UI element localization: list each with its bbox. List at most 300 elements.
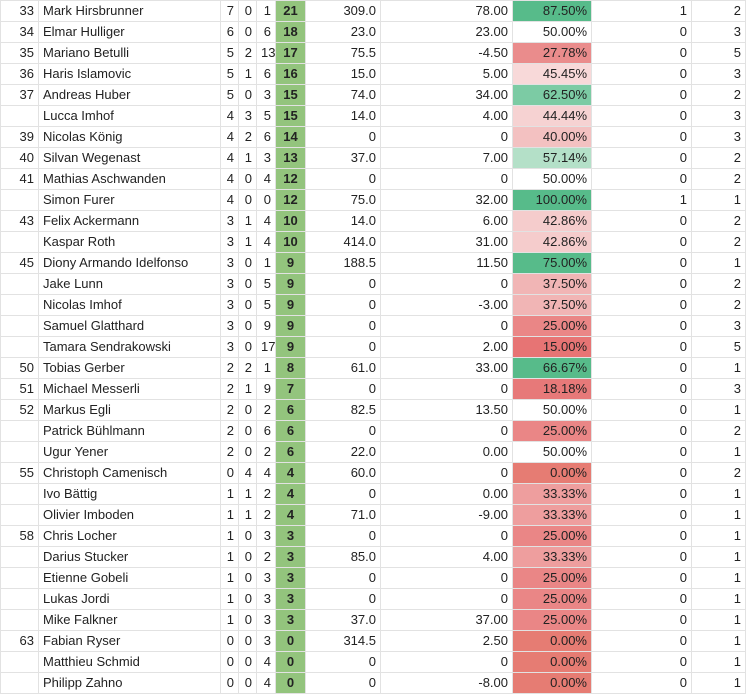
points-cell[interactable]: 0: [276, 652, 306, 673]
count-cell[interactable]: 0: [592, 295, 692, 316]
percentage-cell[interactable]: 0.00%: [513, 673, 592, 694]
count-cell[interactable]: 0: [592, 169, 692, 190]
count-cell[interactable]: 0: [592, 631, 692, 652]
points-cell[interactable]: 3: [276, 568, 306, 589]
difference-cell[interactable]: 2.50: [381, 631, 513, 652]
count-cell[interactable]: 0: [592, 673, 692, 694]
points-cell[interactable]: 7: [276, 379, 306, 400]
difference-cell[interactable]: 23.00: [381, 22, 513, 43]
percentage-cell[interactable]: 18.18%: [513, 379, 592, 400]
difference-cell[interactable]: 0: [381, 463, 513, 484]
count-cell[interactable]: 0: [592, 568, 692, 589]
points-cell[interactable]: 0: [276, 631, 306, 652]
points-cell[interactable]: 10: [276, 211, 306, 232]
wins-cell[interactable]: 1: [221, 484, 239, 505]
difference-cell[interactable]: 2.00: [381, 337, 513, 358]
losses-cell[interactable]: 1: [257, 253, 276, 274]
games-cell[interactable]: 1: [692, 568, 746, 589]
games-cell[interactable]: 1: [692, 400, 746, 421]
draws-cell[interactable]: 0: [239, 421, 257, 442]
losses-cell[interactable]: 4: [257, 211, 276, 232]
wins-cell[interactable]: 1: [221, 568, 239, 589]
value-cell[interactable]: 309.0: [306, 1, 381, 22]
count-cell[interactable]: 0: [592, 589, 692, 610]
wins-cell[interactable]: 2: [221, 421, 239, 442]
wins-cell[interactable]: 5: [221, 43, 239, 64]
wins-cell[interactable]: 1: [221, 526, 239, 547]
rank-cell[interactable]: 50: [1, 358, 39, 379]
games-cell[interactable]: 3: [692, 22, 746, 43]
rank-cell[interactable]: [1, 442, 39, 463]
percentage-cell[interactable]: 33.33%: [513, 505, 592, 526]
name-cell[interactable]: Nicolas König: [39, 127, 221, 148]
percentage-cell[interactable]: 25.00%: [513, 568, 592, 589]
draws-cell[interactable]: 0: [239, 610, 257, 631]
value-cell[interactable]: 0: [306, 484, 381, 505]
points-cell[interactable]: 15: [276, 106, 306, 127]
difference-cell[interactable]: 0: [381, 526, 513, 547]
games-cell[interactable]: 1: [692, 526, 746, 547]
wins-cell[interactable]: 1: [221, 610, 239, 631]
count-cell[interactable]: 0: [592, 421, 692, 442]
count-cell[interactable]: 0: [592, 22, 692, 43]
difference-cell[interactable]: -8.00: [381, 673, 513, 694]
draws-cell[interactable]: 0: [239, 547, 257, 568]
count-cell[interactable]: 0: [592, 43, 692, 64]
rank-cell[interactable]: 35: [1, 43, 39, 64]
losses-cell[interactable]: 2: [257, 400, 276, 421]
difference-cell[interactable]: 4.00: [381, 106, 513, 127]
games-cell[interactable]: 2: [692, 211, 746, 232]
name-cell[interactable]: Mike Falkner: [39, 610, 221, 631]
value-cell[interactable]: 0: [306, 274, 381, 295]
value-cell[interactable]: 85.0: [306, 547, 381, 568]
losses-cell[interactable]: 4: [257, 652, 276, 673]
losses-cell[interactable]: 2: [257, 547, 276, 568]
difference-cell[interactable]: 0: [381, 274, 513, 295]
name-cell[interactable]: Simon Furer: [39, 190, 221, 211]
percentage-cell[interactable]: 45.45%: [513, 64, 592, 85]
points-cell[interactable]: 6: [276, 400, 306, 421]
points-cell[interactable]: 10: [276, 232, 306, 253]
difference-cell[interactable]: -9.00: [381, 505, 513, 526]
count-cell[interactable]: 0: [592, 316, 692, 337]
wins-cell[interactable]: 4: [221, 106, 239, 127]
value-cell[interactable]: 0: [306, 337, 381, 358]
rank-cell[interactable]: 55: [1, 463, 39, 484]
count-cell[interactable]: 1: [592, 190, 692, 211]
wins-cell[interactable]: 4: [221, 127, 239, 148]
percentage-cell[interactable]: 50.00%: [513, 22, 592, 43]
draws-cell[interactable]: 0: [239, 631, 257, 652]
value-cell[interactable]: 22.0: [306, 442, 381, 463]
difference-cell[interactable]: 0.00: [381, 442, 513, 463]
rank-cell[interactable]: 51: [1, 379, 39, 400]
value-cell[interactable]: 0: [306, 295, 381, 316]
difference-cell[interactable]: 31.00: [381, 232, 513, 253]
count-cell[interactable]: 1: [592, 1, 692, 22]
rank-cell[interactable]: [1, 589, 39, 610]
points-cell[interactable]: 6: [276, 421, 306, 442]
name-cell[interactable]: Matthieu Schmid: [39, 652, 221, 673]
count-cell[interactable]: 0: [592, 442, 692, 463]
points-cell[interactable]: 21: [276, 1, 306, 22]
games-cell[interactable]: 2: [692, 169, 746, 190]
games-cell[interactable]: 1: [692, 442, 746, 463]
games-cell[interactable]: 3: [692, 379, 746, 400]
name-cell[interactable]: Andreas Huber: [39, 85, 221, 106]
points-cell[interactable]: 9: [276, 316, 306, 337]
games-cell[interactable]: 1: [692, 589, 746, 610]
points-cell[interactable]: 0: [276, 673, 306, 694]
draws-cell[interactable]: 0: [239, 253, 257, 274]
name-cell[interactable]: Lucca Imhof: [39, 106, 221, 127]
difference-cell[interactable]: -3.00: [381, 295, 513, 316]
draws-cell[interactable]: 0: [239, 1, 257, 22]
wins-cell[interactable]: 3: [221, 274, 239, 295]
count-cell[interactable]: 0: [592, 211, 692, 232]
draws-cell[interactable]: 1: [239, 232, 257, 253]
wins-cell[interactable]: 2: [221, 442, 239, 463]
name-cell[interactable]: Elmar Hulliger: [39, 22, 221, 43]
percentage-cell[interactable]: 40.00%: [513, 127, 592, 148]
rank-cell[interactable]: 33: [1, 1, 39, 22]
wins-cell[interactable]: 3: [221, 253, 239, 274]
rank-cell[interactable]: [1, 547, 39, 568]
draws-cell[interactable]: 1: [239, 484, 257, 505]
count-cell[interactable]: 0: [592, 463, 692, 484]
draws-cell[interactable]: 0: [239, 652, 257, 673]
games-cell[interactable]: 2: [692, 85, 746, 106]
losses-cell[interactable]: 3: [257, 526, 276, 547]
games-cell[interactable]: 2: [692, 232, 746, 253]
count-cell[interactable]: 0: [592, 85, 692, 106]
rank-cell[interactable]: [1, 232, 39, 253]
wins-cell[interactable]: 3: [221, 211, 239, 232]
draws-cell[interactable]: 0: [239, 442, 257, 463]
wins-cell[interactable]: 6: [221, 22, 239, 43]
games-cell[interactable]: 5: [692, 43, 746, 64]
losses-cell[interactable]: 4: [257, 463, 276, 484]
games-cell[interactable]: 1: [692, 547, 746, 568]
difference-cell[interactable]: 13.50: [381, 400, 513, 421]
name-cell[interactable]: Patrick Bühlmann: [39, 421, 221, 442]
value-cell[interactable]: 82.5: [306, 400, 381, 421]
games-cell[interactable]: 2: [692, 421, 746, 442]
points-cell[interactable]: 3: [276, 547, 306, 568]
difference-cell[interactable]: 5.00: [381, 64, 513, 85]
losses-cell[interactable]: 9: [257, 316, 276, 337]
name-cell[interactable]: Mathias Aschwanden: [39, 169, 221, 190]
points-cell[interactable]: 18: [276, 22, 306, 43]
percentage-cell[interactable]: 25.00%: [513, 526, 592, 547]
rank-cell[interactable]: [1, 421, 39, 442]
wins-cell[interactable]: 5: [221, 85, 239, 106]
percentage-cell[interactable]: 44.44%: [513, 106, 592, 127]
games-cell[interactable]: 3: [692, 106, 746, 127]
difference-cell[interactable]: 0.00: [381, 484, 513, 505]
count-cell[interactable]: 0: [592, 106, 692, 127]
losses-cell[interactable]: 17: [257, 337, 276, 358]
points-cell[interactable]: 4: [276, 463, 306, 484]
losses-cell[interactable]: 4: [257, 169, 276, 190]
points-cell[interactable]: 9: [276, 253, 306, 274]
value-cell[interactable]: 0: [306, 421, 381, 442]
games-cell[interactable]: 1: [692, 190, 746, 211]
draws-cell[interactable]: 2: [239, 127, 257, 148]
draws-cell[interactable]: 0: [239, 589, 257, 610]
wins-cell[interactable]: 5: [221, 64, 239, 85]
name-cell[interactable]: Chris Locher: [39, 526, 221, 547]
wins-cell[interactable]: 2: [221, 400, 239, 421]
difference-cell[interactable]: 0: [381, 589, 513, 610]
name-cell[interactable]: Etienne Gobeli: [39, 568, 221, 589]
count-cell[interactable]: 0: [592, 337, 692, 358]
difference-cell[interactable]: 7.00: [381, 148, 513, 169]
rank-cell[interactable]: 34: [1, 22, 39, 43]
points-cell[interactable]: 3: [276, 589, 306, 610]
losses-cell[interactable]: 0: [257, 190, 276, 211]
name-cell[interactable]: Olivier Imboden: [39, 505, 221, 526]
percentage-cell[interactable]: 66.67%: [513, 358, 592, 379]
rank-cell[interactable]: 39: [1, 127, 39, 148]
points-cell[interactable]: 3: [276, 610, 306, 631]
games-cell[interactable]: 2: [692, 463, 746, 484]
draws-cell[interactable]: 0: [239, 526, 257, 547]
games-cell[interactable]: 1: [692, 673, 746, 694]
losses-cell[interactable]: 2: [257, 505, 276, 526]
name-cell[interactable]: Christoph Camenisch: [39, 463, 221, 484]
count-cell[interactable]: 0: [592, 358, 692, 379]
draws-cell[interactable]: 0: [239, 337, 257, 358]
name-cell[interactable]: Mark Hirsbrunner: [39, 1, 221, 22]
points-cell[interactable]: 12: [276, 190, 306, 211]
wins-cell[interactable]: 3: [221, 232, 239, 253]
percentage-cell[interactable]: 33.33%: [513, 484, 592, 505]
value-cell[interactable]: 75.0: [306, 190, 381, 211]
draws-cell[interactable]: 0: [239, 673, 257, 694]
value-cell[interactable]: 0: [306, 673, 381, 694]
percentage-cell[interactable]: 25.00%: [513, 610, 592, 631]
rank-cell[interactable]: [1, 673, 39, 694]
name-cell[interactable]: Michael Messerli: [39, 379, 221, 400]
draws-cell[interactable]: 3: [239, 106, 257, 127]
name-cell[interactable]: Silvan Wegenast: [39, 148, 221, 169]
value-cell[interactable]: 0: [306, 652, 381, 673]
percentage-cell[interactable]: 42.86%: [513, 211, 592, 232]
rank-cell[interactable]: [1, 568, 39, 589]
draws-cell[interactable]: 2: [239, 43, 257, 64]
name-cell[interactable]: Fabian Ryser: [39, 631, 221, 652]
wins-cell[interactable]: 4: [221, 190, 239, 211]
name-cell[interactable]: Darius Stucker: [39, 547, 221, 568]
rank-cell[interactable]: [1, 505, 39, 526]
points-cell[interactable]: 17: [276, 43, 306, 64]
value-cell[interactable]: 74.0: [306, 85, 381, 106]
wins-cell[interactable]: 3: [221, 316, 239, 337]
points-cell[interactable]: 16: [276, 64, 306, 85]
wins-cell[interactable]: 3: [221, 337, 239, 358]
points-cell[interactable]: 15: [276, 85, 306, 106]
value-cell[interactable]: 0: [306, 316, 381, 337]
rank-cell[interactable]: [1, 190, 39, 211]
percentage-cell[interactable]: 27.78%: [513, 43, 592, 64]
percentage-cell[interactable]: 15.00%: [513, 337, 592, 358]
games-cell[interactable]: 1: [692, 484, 746, 505]
losses-cell[interactable]: 3: [257, 568, 276, 589]
draws-cell[interactable]: 1: [239, 64, 257, 85]
percentage-cell[interactable]: 25.00%: [513, 421, 592, 442]
rank-cell[interactable]: [1, 106, 39, 127]
value-cell[interactable]: 15.0: [306, 64, 381, 85]
draws-cell[interactable]: 0: [239, 400, 257, 421]
wins-cell[interactable]: 0: [221, 631, 239, 652]
name-cell[interactable]: Philipp Zahno: [39, 673, 221, 694]
percentage-cell[interactable]: 75.00%: [513, 253, 592, 274]
name-cell[interactable]: Felix Ackermann: [39, 211, 221, 232]
wins-cell[interactable]: 2: [221, 358, 239, 379]
draws-cell[interactable]: 1: [239, 211, 257, 232]
name-cell[interactable]: Tamara Sendrakowski: [39, 337, 221, 358]
percentage-cell[interactable]: 87.50%: [513, 1, 592, 22]
games-cell[interactable]: 2: [692, 274, 746, 295]
count-cell[interactable]: 0: [592, 148, 692, 169]
name-cell[interactable]: Samuel Glatthard: [39, 316, 221, 337]
value-cell[interactable]: 14.0: [306, 106, 381, 127]
value-cell[interactable]: 75.5: [306, 43, 381, 64]
value-cell[interactable]: 37.0: [306, 148, 381, 169]
rank-cell[interactable]: [1, 652, 39, 673]
losses-cell[interactable]: 13: [257, 43, 276, 64]
percentage-cell[interactable]: 0.00%: [513, 631, 592, 652]
percentage-cell[interactable]: 50.00%: [513, 169, 592, 190]
value-cell[interactable]: 414.0: [306, 232, 381, 253]
name-cell[interactable]: Jake Lunn: [39, 274, 221, 295]
count-cell[interactable]: 0: [592, 274, 692, 295]
losses-cell[interactable]: 6: [257, 127, 276, 148]
losses-cell[interactable]: 2: [257, 484, 276, 505]
value-cell[interactable]: 0: [306, 589, 381, 610]
rank-cell[interactable]: [1, 610, 39, 631]
losses-cell[interactable]: 6: [257, 421, 276, 442]
draws-cell[interactable]: 0: [239, 316, 257, 337]
difference-cell[interactable]: 0: [381, 568, 513, 589]
games-cell[interactable]: 5: [692, 337, 746, 358]
rank-cell[interactable]: 36: [1, 64, 39, 85]
games-cell[interactable]: 2: [692, 1, 746, 22]
losses-cell[interactable]: 3: [257, 610, 276, 631]
value-cell[interactable]: 14.0: [306, 211, 381, 232]
points-cell[interactable]: 9: [276, 337, 306, 358]
value-cell[interactable]: 0: [306, 526, 381, 547]
wins-cell[interactable]: 7: [221, 1, 239, 22]
wins-cell[interactable]: 0: [221, 652, 239, 673]
draws-cell[interactable]: 4: [239, 463, 257, 484]
count-cell[interactable]: 0: [592, 484, 692, 505]
name-cell[interactable]: Kaspar Roth: [39, 232, 221, 253]
difference-cell[interactable]: 34.00: [381, 85, 513, 106]
points-cell[interactable]: 8: [276, 358, 306, 379]
games-cell[interactable]: 3: [692, 316, 746, 337]
rank-cell[interactable]: [1, 316, 39, 337]
value-cell[interactable]: 61.0: [306, 358, 381, 379]
games-cell[interactable]: 1: [692, 610, 746, 631]
percentage-cell[interactable]: 37.50%: [513, 295, 592, 316]
value-cell[interactable]: 71.0: [306, 505, 381, 526]
wins-cell[interactable]: 1: [221, 589, 239, 610]
games-cell[interactable]: 2: [692, 148, 746, 169]
rank-cell[interactable]: 45: [1, 253, 39, 274]
points-cell[interactable]: 6: [276, 442, 306, 463]
losses-cell[interactable]: 3: [257, 85, 276, 106]
difference-cell[interactable]: 6.00: [381, 211, 513, 232]
points-cell[interactable]: 9: [276, 274, 306, 295]
losses-cell[interactable]: 5: [257, 106, 276, 127]
losses-cell[interactable]: 4: [257, 232, 276, 253]
draws-cell[interactable]: 2: [239, 358, 257, 379]
value-cell[interactable]: 188.5: [306, 253, 381, 274]
losses-cell[interactable]: 3: [257, 148, 276, 169]
rank-cell[interactable]: 52: [1, 400, 39, 421]
percentage-cell[interactable]: 25.00%: [513, 316, 592, 337]
percentage-cell[interactable]: 25.00%: [513, 589, 592, 610]
games-cell[interactable]: 2: [692, 295, 746, 316]
losses-cell[interactable]: 1: [257, 1, 276, 22]
losses-cell[interactable]: 6: [257, 64, 276, 85]
difference-cell[interactable]: 37.00: [381, 610, 513, 631]
count-cell[interactable]: 0: [592, 253, 692, 274]
rank-cell[interactable]: 37: [1, 85, 39, 106]
losses-cell[interactable]: 4: [257, 673, 276, 694]
wins-cell[interactable]: 1: [221, 505, 239, 526]
value-cell[interactable]: 314.5: [306, 631, 381, 652]
losses-cell[interactable]: 5: [257, 274, 276, 295]
wins-cell[interactable]: 2: [221, 379, 239, 400]
percentage-cell[interactable]: 50.00%: [513, 400, 592, 421]
draws-cell[interactable]: 0: [239, 190, 257, 211]
games-cell[interactable]: 3: [692, 127, 746, 148]
value-cell[interactable]: 0: [306, 379, 381, 400]
difference-cell[interactable]: -4.50: [381, 43, 513, 64]
points-cell[interactable]: 4: [276, 484, 306, 505]
points-cell[interactable]: 3: [276, 526, 306, 547]
games-cell[interactable]: 1: [692, 631, 746, 652]
draws-cell[interactable]: 1: [239, 379, 257, 400]
count-cell[interactable]: 0: [592, 127, 692, 148]
percentage-cell[interactable]: 62.50%: [513, 85, 592, 106]
count-cell[interactable]: 0: [592, 379, 692, 400]
percentage-cell[interactable]: 0.00%: [513, 652, 592, 673]
rank-cell[interactable]: [1, 484, 39, 505]
value-cell[interactable]: 0: [306, 127, 381, 148]
difference-cell[interactable]: 78.00: [381, 1, 513, 22]
rank-cell[interactable]: 63: [1, 631, 39, 652]
difference-cell[interactable]: 32.00: [381, 190, 513, 211]
wins-cell[interactable]: 0: [221, 673, 239, 694]
draws-cell[interactable]: 0: [239, 169, 257, 190]
losses-cell[interactable]: 3: [257, 631, 276, 652]
name-cell[interactable]: Markus Egli: [39, 400, 221, 421]
difference-cell[interactable]: 0: [381, 379, 513, 400]
count-cell[interactable]: 0: [592, 64, 692, 85]
difference-cell[interactable]: 33.00: [381, 358, 513, 379]
percentage-cell[interactable]: 33.33%: [513, 547, 592, 568]
difference-cell[interactable]: 0: [381, 316, 513, 337]
difference-cell[interactable]: 4.00: [381, 547, 513, 568]
percentage-cell[interactable]: 37.50%: [513, 274, 592, 295]
rank-cell[interactable]: [1, 274, 39, 295]
draws-cell[interactable]: 0: [239, 22, 257, 43]
